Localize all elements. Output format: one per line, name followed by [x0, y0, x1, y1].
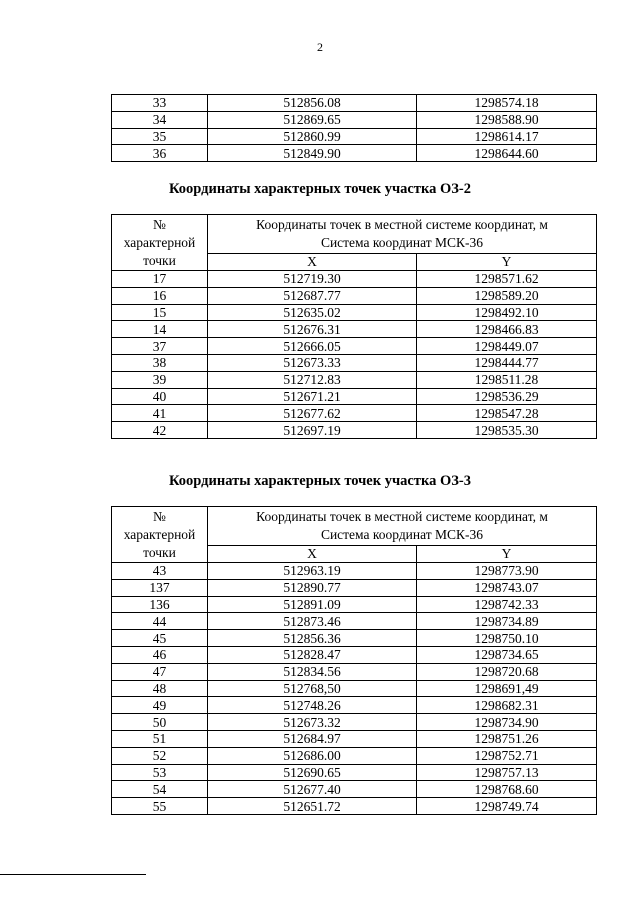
- header-x: X: [208, 253, 417, 271]
- point-number-cell: 53: [112, 764, 208, 781]
- point-number-cell: 48: [112, 680, 208, 697]
- table-row: [112, 613, 597, 630]
- footnote-separator: [0, 874, 146, 875]
- x-coordinate-cell: 512849.90: [208, 145, 417, 162]
- header-num-word2: точки: [143, 253, 176, 268]
- header-num-symbol: №: [153, 509, 166, 524]
- y-coordinate-cell: 1298492.10: [417, 304, 597, 321]
- header-num-word1: характерной: [123, 235, 196, 250]
- x-coordinate-cell: 512635.02: [208, 304, 417, 321]
- x-coordinate-cell: 512673.33: [208, 354, 417, 371]
- y-coordinate-cell: 1298749.74: [417, 798, 597, 815]
- x-coordinate-cell: 512687.77: [208, 287, 417, 304]
- x-coordinate-cell: 512768,50: [208, 680, 417, 697]
- x-coordinate-cell: 512677.62: [208, 405, 417, 422]
- header-coordinates: [208, 507, 597, 546]
- table-row: [112, 630, 597, 647]
- table-row: [112, 271, 597, 288]
- table-row: [112, 680, 597, 697]
- y-coordinate-cell: 1298720.68: [417, 663, 597, 680]
- y-coordinate-cell: 1298768.60: [417, 781, 597, 798]
- table-row: [112, 111, 597, 128]
- x-coordinate-cell: 512828.47: [208, 646, 417, 663]
- table-row: [112, 697, 597, 714]
- y-coordinate-cell: 1298589.20: [417, 287, 597, 304]
- x-coordinate-cell: 512856.08: [208, 95, 417, 112]
- point-number-cell: 34: [112, 111, 208, 128]
- header-y: Y: [417, 545, 597, 563]
- table-row: [112, 714, 597, 731]
- table-row: [112, 338, 597, 355]
- table-row: [112, 781, 597, 798]
- table-row: [112, 422, 597, 439]
- point-number-cell: 46: [112, 646, 208, 663]
- table-row: [112, 596, 597, 613]
- x-coordinate-cell: 512686.00: [208, 747, 417, 764]
- y-coordinate-cell: 1298574.18: [417, 95, 597, 112]
- table-row: [112, 304, 597, 321]
- x-coordinate-cell: 512676.31: [208, 321, 417, 338]
- point-number-cell: 54: [112, 781, 208, 798]
- y-coordinate-cell: 1298734.89: [417, 613, 597, 630]
- table-row: [112, 354, 597, 371]
- header-y: Y: [417, 253, 597, 271]
- table-row: [112, 764, 597, 781]
- section-title-oz3: Координаты характерных точек участка ОЗ-3: [169, 473, 471, 489]
- table-row: [112, 579, 597, 596]
- x-coordinate-cell: 512834.56: [208, 663, 417, 680]
- y-coordinate-cell: 1298734.65: [417, 646, 597, 663]
- x-coordinate-cell: 512891.09: [208, 596, 417, 613]
- point-number-cell: 16: [112, 287, 208, 304]
- point-number-cell: 44: [112, 613, 208, 630]
- x-coordinate-cell: 512856.36: [208, 630, 417, 647]
- x-coordinate-cell: 512684.97: [208, 730, 417, 747]
- table-row: [112, 388, 597, 405]
- y-coordinate-cell: 1298588.90: [417, 111, 597, 128]
- header-num-word1: характерной: [123, 527, 196, 542]
- x-coordinate-cell: 512671.21: [208, 388, 417, 405]
- header-coords-line2: Система координат МСК-36: [320, 234, 484, 250]
- point-number-cell: 40: [112, 388, 208, 405]
- y-coordinate-cell: 1298751.26: [417, 730, 597, 747]
- point-number-cell: 137: [112, 579, 208, 596]
- x-coordinate-cell: 512873.46: [208, 613, 417, 630]
- header-coords-line2: Система координат МСК-36: [320, 526, 484, 542]
- table-row: [112, 405, 597, 422]
- header-coords-line1: Координаты точек в местной системе координат, м: [256, 508, 548, 524]
- header-num-word2: точки: [143, 545, 176, 560]
- x-coordinate-cell: 512690.65: [208, 764, 417, 781]
- x-coordinate-cell: 512890.77: [208, 579, 417, 596]
- point-number-cell: 55: [112, 798, 208, 815]
- table-row: [112, 798, 597, 815]
- y-coordinate-cell: 1298743.07: [417, 579, 597, 596]
- y-coordinate-cell: 1298449.07: [417, 338, 597, 355]
- x-coordinate-cell: 512666.05: [208, 338, 417, 355]
- y-coordinate-cell: 1298691,49: [417, 680, 597, 697]
- page-number: 2: [317, 40, 323, 54]
- point-number-cell: 38: [112, 354, 208, 371]
- x-coordinate-cell: 512697.19: [208, 422, 417, 439]
- coordinates-table-oz3: [111, 506, 597, 815]
- continued-coordinates-table: [111, 94, 597, 162]
- table-row: [112, 321, 597, 338]
- point-number-cell: 45: [112, 630, 208, 647]
- table-row: [112, 371, 597, 388]
- point-number-cell: 42: [112, 422, 208, 439]
- y-coordinate-cell: 1298757.13: [417, 764, 597, 781]
- section-title-oz2: Координаты характерных точек участка ОЗ-2: [169, 181, 471, 197]
- header-coordinates: [208, 215, 597, 254]
- x-coordinate-cell: 512748.26: [208, 697, 417, 714]
- y-coordinate-cell: 1298444.77: [417, 354, 597, 371]
- point-number-cell: 33: [112, 95, 208, 112]
- x-coordinate-cell: 512860.99: [208, 128, 417, 145]
- point-number-cell: 136: [112, 596, 208, 613]
- coordinates-table-oz2: [111, 214, 597, 439]
- point-number-cell: 36: [112, 145, 208, 162]
- y-coordinate-cell: 1298466.83: [417, 321, 597, 338]
- header-point-number: [112, 215, 208, 271]
- table-row: [112, 563, 597, 580]
- point-number-cell: 51: [112, 730, 208, 747]
- table-row: [112, 287, 597, 304]
- table-row: [112, 730, 597, 747]
- y-coordinate-cell: 1298742.33: [417, 596, 597, 613]
- point-number-cell: 50: [112, 714, 208, 731]
- header-point-number: [112, 507, 208, 563]
- point-number-cell: 39: [112, 371, 208, 388]
- point-number-cell: 49: [112, 697, 208, 714]
- x-coordinate-cell: 512869.65: [208, 111, 417, 128]
- table-row: [112, 128, 597, 145]
- y-coordinate-cell: 1298535.30: [417, 422, 597, 439]
- point-number-cell: 17: [112, 271, 208, 288]
- y-coordinate-cell: 1298614.17: [417, 128, 597, 145]
- y-coordinate-cell: 1298536.29: [417, 388, 597, 405]
- y-coordinate-cell: 1298752.71: [417, 747, 597, 764]
- y-coordinate-cell: 1298773.90: [417, 563, 597, 580]
- y-coordinate-cell: 1298734.90: [417, 714, 597, 731]
- y-coordinate-cell: 1298571.62: [417, 271, 597, 288]
- point-number-cell: 43: [112, 563, 208, 580]
- point-number-cell: 37: [112, 338, 208, 355]
- header-num-symbol: №: [153, 217, 166, 232]
- table-row: [112, 95, 597, 112]
- x-coordinate-cell: 512677.40: [208, 781, 417, 798]
- y-coordinate-cell: 1298511.28: [417, 371, 597, 388]
- header-coords-line1: Координаты точек в местной системе координат, м: [256, 216, 548, 232]
- point-number-cell: 52: [112, 747, 208, 764]
- point-number-cell: 14: [112, 321, 208, 338]
- y-coordinate-cell: 1298750.10: [417, 630, 597, 647]
- header-x: X: [208, 545, 417, 563]
- y-coordinate-cell: 1298682.31: [417, 697, 597, 714]
- point-number-cell: 41: [112, 405, 208, 422]
- x-coordinate-cell: 512712.83: [208, 371, 417, 388]
- table-row: [112, 145, 597, 162]
- table-row: [112, 663, 597, 680]
- y-coordinate-cell: 1298547.28: [417, 405, 597, 422]
- x-coordinate-cell: 512719.30: [208, 271, 417, 288]
- table-row: [112, 747, 597, 764]
- table-row: [112, 646, 597, 663]
- point-number-cell: 47: [112, 663, 208, 680]
- x-coordinate-cell: 512963.19: [208, 563, 417, 580]
- x-coordinate-cell: 512651.72: [208, 798, 417, 815]
- point-number-cell: 15: [112, 304, 208, 321]
- y-coordinate-cell: 1298644.60: [417, 145, 597, 162]
- x-coordinate-cell: 512673.32: [208, 714, 417, 731]
- point-number-cell: 35: [112, 128, 208, 145]
